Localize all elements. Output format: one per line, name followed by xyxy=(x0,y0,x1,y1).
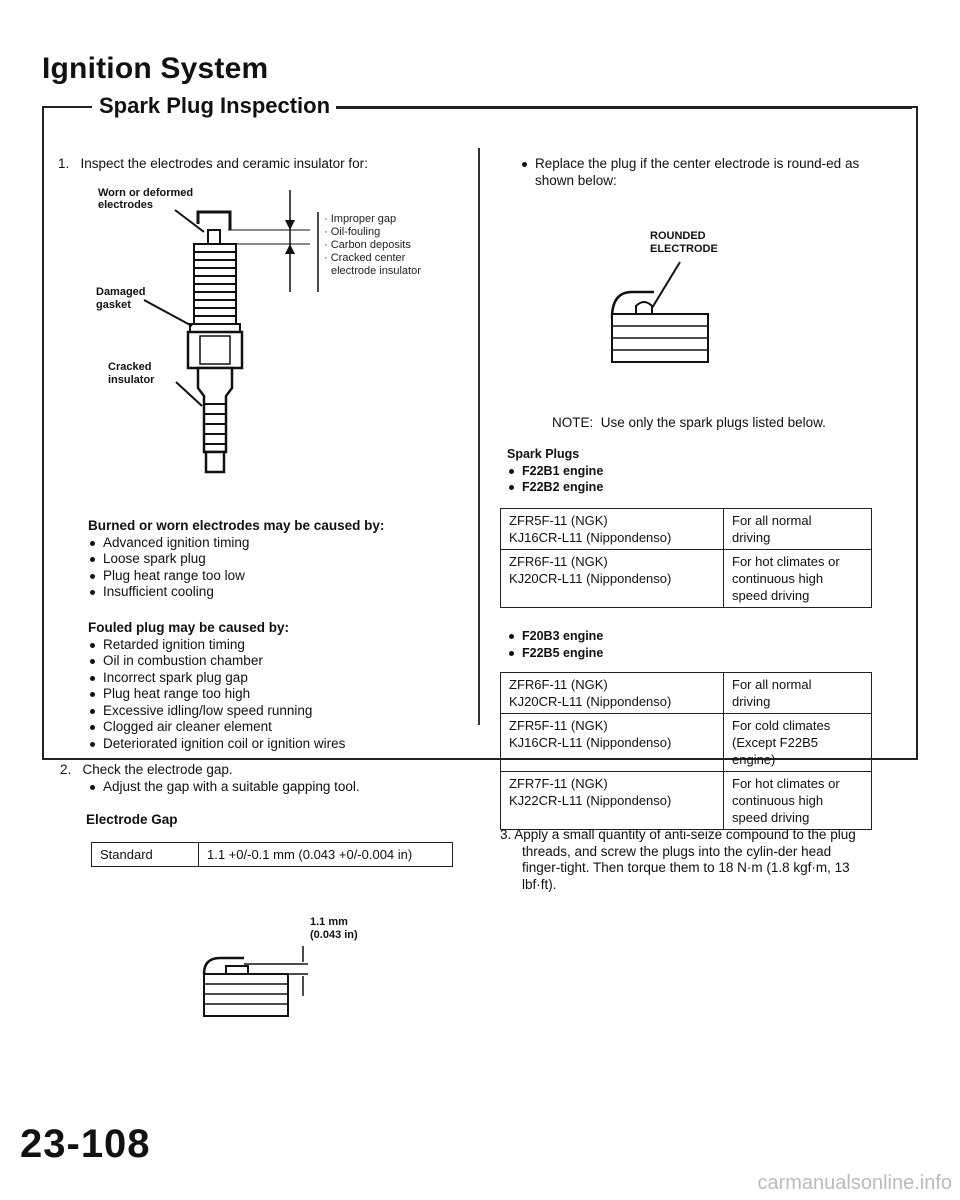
plug-cell xyxy=(501,673,724,714)
step-3: 3. Apply a small quantity of anti-seize compound to the plug threads, and screw the plugs into the cylin-der head finger-tight. Then torque them to 18 N·m (1.8 kgf·m, 13 lbf·ft). xyxy=(500,827,856,892)
table-row xyxy=(501,714,872,772)
gap-figure-in: (0.043 in) xyxy=(310,929,358,941)
plug-hex xyxy=(188,332,242,368)
leader-gasket xyxy=(144,300,192,326)
table-row xyxy=(501,673,872,714)
use-line: (Except F22B5 engine) xyxy=(732,735,818,767)
use-line: For all normal xyxy=(732,677,812,692)
use-line: For all normal xyxy=(732,513,812,528)
replace-plug-note xyxy=(520,156,872,189)
fouled-causes-block xyxy=(88,620,468,752)
table-row xyxy=(501,550,872,608)
column-divider xyxy=(478,148,480,725)
section-title: Spark Plug Inspection xyxy=(93,93,336,119)
list-item: F22B1 engine xyxy=(507,463,603,480)
step-2-text: 2. Check the electrode gap. xyxy=(60,762,233,777)
use-line: For hot climates or xyxy=(732,554,840,569)
list-item: Clogged air cleaner element xyxy=(88,719,468,736)
list-item: Loose spark plug xyxy=(88,551,468,568)
rounded-electrode-label xyxy=(650,230,718,256)
group2-engine-list xyxy=(507,628,603,661)
table-row xyxy=(501,772,872,830)
plug-cell xyxy=(501,509,724,550)
plug-ngk: ZFR6F-11 (NGK) xyxy=(509,554,608,569)
plug-nippondenso: KJ16CR-L11 (Nippondenso) xyxy=(509,530,672,545)
plug-ngk: ZFR7F-11 (NGK) xyxy=(509,776,608,791)
list-item: F22B5 engine xyxy=(507,645,603,662)
rounded-electrode-diagram xyxy=(596,258,726,368)
condition-item: electrode insulator xyxy=(331,265,421,277)
step-1: 1. Inspect the electrodes and ceramic insulator for: xyxy=(58,156,368,171)
condition-item: · Improper gap xyxy=(324,213,397,225)
list-item: Excessive idling/low speed running xyxy=(88,703,468,720)
condition-item: · Oil-fouling xyxy=(324,226,381,238)
plug-nippondenso: KJ22CR-L11 (Nippondenso) xyxy=(509,793,672,808)
gap-figure-label xyxy=(310,916,358,942)
rounded-label-line: ELECTRODE xyxy=(650,243,718,255)
use-line: speed driving xyxy=(732,588,810,603)
plug-cell xyxy=(501,772,724,830)
use-cell xyxy=(724,714,872,772)
table-row xyxy=(92,843,453,867)
spark-plugs-heading: Spark Plugs xyxy=(507,447,580,461)
fouled-heading: Fouled plug may be caused by: xyxy=(88,620,290,635)
list-item: Adjust the gap with a suitable gapping tool. xyxy=(88,779,360,796)
use-line: For hot climates or xyxy=(732,776,840,791)
plug-nippondenso: KJ20CR-L11 (Nippondenso) xyxy=(509,571,672,586)
electrode-gap-table xyxy=(91,842,453,867)
use-line: continuous high xyxy=(732,571,824,586)
use-cell xyxy=(724,772,872,830)
use-cell xyxy=(724,550,872,608)
plug-cell xyxy=(501,714,724,772)
list-item: Insufficient cooling xyxy=(88,584,468,601)
list-item: Deteriorated ignition coil or ignition wires xyxy=(88,736,468,753)
gap-figure-diagram xyxy=(192,944,342,1020)
plug-ngk: ZFR5F-11 (NGK) xyxy=(509,718,608,733)
plug-nippondenso: KJ16CR-L11 (Nippondenso) xyxy=(509,735,672,750)
spark-plug-table-2 xyxy=(500,672,872,830)
spark-plug-table-1 xyxy=(500,508,872,608)
list-item: Plug heat range too high xyxy=(88,686,468,703)
label-cracked-insulator: Cracked insulator xyxy=(108,361,155,386)
gap-label-cell: Standard xyxy=(92,843,199,867)
conditions-list xyxy=(324,213,421,278)
list-item: Replace the plug if the center electrode is round-ed as shown below: xyxy=(520,156,872,189)
rounded-label-line: ROUNDED xyxy=(650,230,706,242)
plug-insulator xyxy=(198,368,232,452)
use-line: driving xyxy=(732,530,771,545)
watermark: carmanualsonline.info xyxy=(757,1172,952,1194)
use-cell xyxy=(724,673,872,714)
center-electrode xyxy=(208,230,220,244)
fouled-causes-list xyxy=(88,637,468,753)
list-item: F22B2 engine xyxy=(507,479,603,496)
gap-value-cell: 1.1 +0/-0.1 mm (0.043 +0/-0.004 in) xyxy=(199,843,453,867)
burned-causes-list xyxy=(88,535,468,601)
plug-ngk: ZFR5F-11 (NGK) xyxy=(509,513,608,528)
page-number: 23-108 xyxy=(20,1122,151,1166)
list-item: Incorrect spark plug gap xyxy=(88,670,468,687)
ground-electrode xyxy=(198,212,230,230)
plug-threads xyxy=(194,244,236,324)
use-line: For cold climates xyxy=(732,718,831,733)
list-item: F20B3 engine xyxy=(507,628,603,645)
condition-item: · Carbon deposits xyxy=(324,239,411,251)
plug-ngk: ZFR6F-11 (NGK) xyxy=(509,677,608,692)
spark-plug-note: NOTE: Use only the spark plugs listed below. xyxy=(552,415,826,430)
list-item: Advanced ignition timing xyxy=(88,535,468,552)
gap-figure-mm: 1.1 mm xyxy=(310,916,348,928)
use-line: speed driving xyxy=(732,810,810,825)
table-row xyxy=(501,509,872,550)
group1-engine-list xyxy=(507,463,603,496)
use-line: driving xyxy=(732,694,771,709)
use-line: continuous high xyxy=(732,793,824,808)
spark-plugs-block xyxy=(507,446,603,496)
label-worn-electrodes: Worn or deformed electrodes xyxy=(98,187,194,211)
step-2 xyxy=(60,762,360,795)
burned-heading: Burned or worn electrodes may be caused by: xyxy=(88,518,385,533)
electrode-gap-heading: Electrode Gap xyxy=(86,812,178,827)
plug-terminal xyxy=(206,452,224,472)
label-damaged-gasket: Damaged gasket xyxy=(96,286,146,311)
plug-nippondenso: KJ20CR-L11 (Nippondenso) xyxy=(509,694,672,709)
condition-item: · Cracked center xyxy=(324,252,406,264)
burned-causes-block xyxy=(88,518,468,601)
page-title: Ignition System xyxy=(42,52,269,85)
use-cell xyxy=(724,509,872,550)
step-2-sub-list xyxy=(88,779,360,796)
list-item: Plug heat range too low xyxy=(88,568,468,585)
frame-corner xyxy=(42,106,92,108)
list-item: Retarded ignition timing xyxy=(88,637,468,654)
plug-cell xyxy=(501,550,724,608)
list-item: Oil in combustion chamber xyxy=(88,653,468,670)
